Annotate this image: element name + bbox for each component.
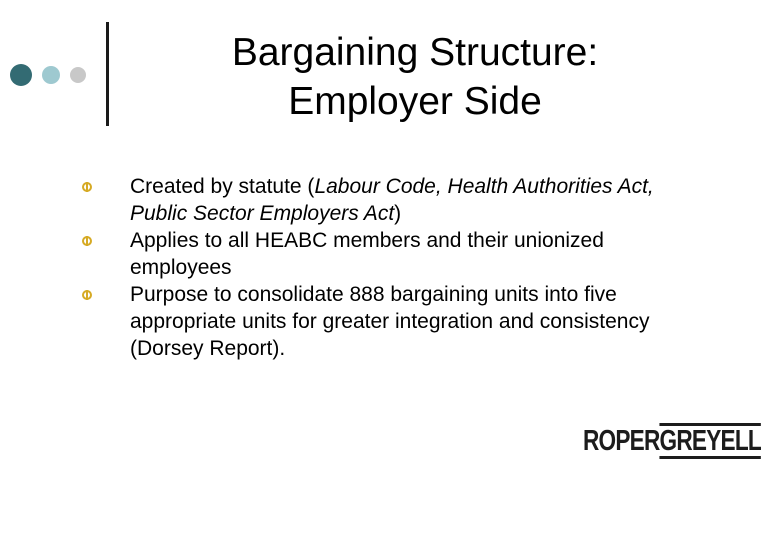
dot-grey-icon — [70, 67, 86, 83]
bullet-text: Applies to all HEABC members and their unionized employees — [130, 229, 604, 279]
dot-light-icon — [42, 66, 60, 84]
logo-part1: ROPER — [583, 425, 660, 457]
logo-part2: GREYELL — [659, 425, 761, 457]
bullet-list — [0, 173, 720, 362]
title-line-1: Bargaining Structure: — [231, 31, 599, 74]
decorative-dots — [0, 60, 100, 88]
bullet-text-end: ) — [394, 202, 402, 225]
bullet-item — [0, 173, 720, 227]
bullet-item — [0, 227, 720, 281]
bullet-icon — [82, 290, 92, 300]
bullet-icon — [82, 182, 92, 192]
bullet-italic-text: Labour Code, Health Authorities Act, Public Sector Employers Act — [130, 175, 654, 225]
title-line-2: Employer Side — [288, 80, 542, 123]
bullet-item — [0, 281, 720, 362]
slide-title — [110, 28, 720, 126]
bullet-text: Purpose to consolidate 888 bargaining units into five appropriate units for greater integration and consistency (Dorsey Report). — [130, 283, 650, 360]
roper-greyell-logo — [583, 423, 761, 463]
title-divider — [106, 22, 109, 126]
dot-dark-icon — [10, 64, 32, 86]
bullet-icon — [82, 236, 92, 246]
bullet-text: Created by statute ( — [130, 175, 315, 198]
